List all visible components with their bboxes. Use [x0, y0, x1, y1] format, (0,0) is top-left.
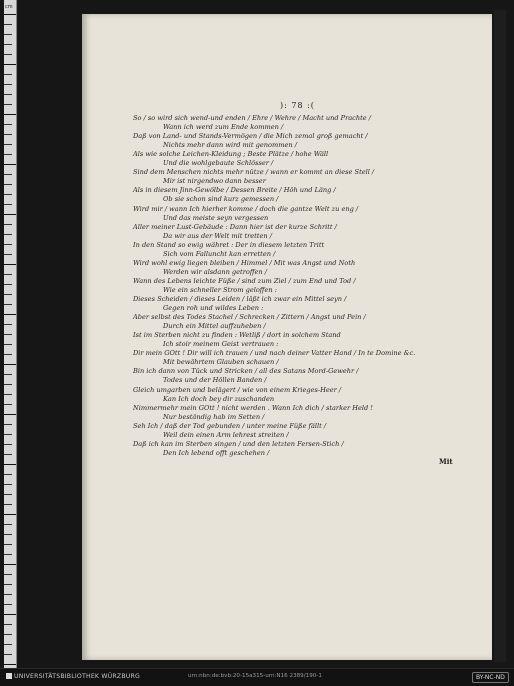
- text-line: Bin ich dann von Tück und Stricken / all des Satans Mord-Gewehr /: [133, 367, 359, 376]
- ruler-tick: [4, 134, 12, 135]
- ruler-tick: [4, 654, 12, 655]
- ruler-tick: [4, 14, 16, 15]
- text-line: Durch ein Mittel auffzuheben /: [163, 322, 266, 331]
- ruler-tick: [4, 34, 12, 35]
- ruler-tick: [4, 614, 16, 615]
- ruler-tick: [4, 194, 12, 195]
- ruler-tick: [4, 644, 12, 645]
- ruler-tick: [4, 424, 12, 425]
- ruler-tick: [4, 454, 12, 455]
- ruler-tick: [4, 244, 12, 245]
- text-line: Ich stoir meinem Geist vertrauen :: [163, 340, 279, 349]
- text-line: Aller meiner Lust-Gebäude : Dann hier ist der kurze Schritt /: [133, 222, 337, 231]
- ruler-tick: [4, 314, 16, 315]
- ruler-tick: [4, 414, 16, 415]
- institution-name: UNIVERSITÄTSBIBLIOTHEK WÜRZBURG: [14, 673, 141, 680]
- ruler-tick: [4, 234, 12, 235]
- text-line: Werden wir alsdann getroffen /: [163, 267, 267, 276]
- ruler-tick: [4, 114, 16, 115]
- ruler-tick: [4, 404, 12, 405]
- text-line: Und das meiste seyn vergessen: [163, 213, 269, 222]
- ruler-tick: [4, 344, 12, 345]
- book-edge: [494, 10, 506, 662]
- text-line: Nimmermehr mein GOtt ! nicht werden . Wann Ich dich / starker Held !: [133, 403, 373, 412]
- text-line: Aber selbst des Todes Stachel / Schrecken / Zittern / Angst und Pein /: [133, 313, 366, 322]
- ruler-tick: [4, 154, 12, 155]
- ruler-tick: [4, 74, 12, 75]
- ruler-tick: [4, 514, 16, 515]
- viewer-footer: [0, 668, 514, 686]
- text-line: Dir mein GOtt ! Dir will ich trauen / und nach deiner Vatter Hand / In te Domine &c.: [133, 349, 416, 358]
- ruler-tick: [4, 434, 12, 435]
- text-line: Wann des Lebens leichte Füße / sind zum Ziel / zum End und Tod /: [133, 276, 356, 285]
- ruler-tick: [4, 324, 12, 325]
- text-line: Als in diesem Jinn-Gewölbe / Dessen Breite / Höh und Läng /: [133, 186, 336, 195]
- ruler-tick: [4, 444, 12, 445]
- text-line: Wie ein schneller Strom geloffen :: [163, 285, 277, 294]
- ruler-tick: [4, 284, 12, 285]
- page-number: ): 78 :(: [280, 101, 315, 110]
- text-line: Da wir aus der Welt mit tretten /: [163, 231, 272, 240]
- text-line: Sind dem Menschen nichts mehr nütze / wann er kommt an diese Stell /: [133, 168, 375, 177]
- text-line: Wird wohl ewig liegen bleiben / Himmel / Mit was Angst und Noth: [133, 258, 356, 267]
- ruler-tick: [4, 214, 16, 215]
- color-scale-ruler: [4, 0, 17, 668]
- text-line: Ist im Sterben nicht zu finden : Wetliß / dort in solchem Stand: [133, 331, 341, 340]
- text-line: Kan Ich doch bey dir zuschanden: [163, 394, 275, 403]
- ruler-tick: [4, 124, 12, 125]
- ruler-tick: [4, 394, 12, 395]
- ruler-tick: [4, 224, 12, 225]
- ruler-tick: [4, 474, 12, 475]
- text-line: Ob sie schon sind kurz gemessen /: [163, 195, 279, 204]
- text-line: Den Ich lebend offt geschehen /: [163, 448, 270, 457]
- text-line: Wird mir / wann Ich hierher komme / doch die gantze Welt zu eng /: [133, 204, 359, 213]
- ruler-tick: [4, 604, 12, 605]
- ruler-tick: [4, 584, 12, 585]
- ruler-tick: [4, 374, 12, 375]
- text-line: So / so wird sich wend-und enden / Ehre / Wehre / Macht und Prachte /: [133, 114, 371, 122]
- ruler-tick: [4, 204, 12, 205]
- text-line: Mir ist nirgendwo dann besser: [163, 177, 266, 186]
- ruler-tick: [4, 554, 12, 555]
- text-line: Wann ich werd zum Ende kommen /: [163, 123, 284, 132]
- ruler-tick: [4, 104, 12, 105]
- ruler-tick: [4, 54, 12, 55]
- ruler-tick: [4, 364, 16, 365]
- ruler-tick: [4, 464, 16, 465]
- text-line: Und die wohlgebaute Schlösser /: [163, 159, 274, 168]
- text-line: Nur beständig hab im Setten /: [163, 412, 265, 421]
- ruler-tick: [4, 534, 12, 535]
- text-line: Als wie solche Leichen-Kleidung ; Beste Plätze / hohe Wäll: [133, 150, 329, 159]
- ruler-tick: [4, 64, 16, 65]
- ruler-tick: [4, 84, 12, 85]
- text-line: Mit bewährtem Glauben schauen /: [163, 358, 279, 367]
- ruler-tick: [4, 564, 16, 565]
- text-line: Gleich umgarben und belägert / wie von einem Krieges-Heer /: [133, 385, 342, 394]
- ruler-tick: [4, 294, 12, 295]
- ruler-tick: [4, 174, 12, 175]
- ruler-tick: [4, 384, 12, 385]
- ruler-tick: [4, 274, 12, 275]
- text-line: In den Stand so ewig währet : Der in diesem letzten Tritt: [133, 240, 325, 249]
- institution-label: [6, 673, 140, 680]
- ruler-tick: [4, 634, 12, 635]
- text-line: Gegen roh und wildes Leben :: [163, 304, 264, 313]
- ruler-tick: [4, 304, 12, 305]
- urn-identifier: urn:nbn:de:bvb:20-15a315-urn:N16 2389/190-1: [188, 673, 322, 679]
- ruler-tick: [4, 184, 12, 185]
- ruler-tick: [4, 624, 12, 625]
- ruler-tick: [4, 574, 12, 575]
- catchword: Mit: [439, 457, 453, 466]
- library-logo-icon: [6, 673, 12, 679]
- ruler-tick: [4, 334, 12, 335]
- ruler-tick: [4, 94, 12, 95]
- ruler-tick: [4, 494, 12, 495]
- text-line: Todes und der Höllen Banden /: [163, 376, 267, 385]
- ruler-tick: [4, 544, 12, 545]
- text-line: Nichts mehr dann wird mit genommen /: [163, 141, 297, 150]
- ruler-label: cm: [5, 4, 13, 10]
- ruler-tick: [4, 144, 12, 145]
- ruler-tick: [4, 164, 16, 165]
- ruler-tick: [4, 254, 12, 255]
- ruler-tick: [4, 484, 12, 485]
- ruler-tick: [4, 504, 12, 505]
- text-line: Daß ich kan im Sterben singen / und den letzten Fersen-Stich /: [133, 439, 344, 448]
- license-badge: BY-NC-ND: [472, 672, 509, 683]
- ruler-tick: [4, 524, 12, 525]
- ruler-tick: [4, 264, 16, 265]
- text-line: Dieses Scheiden / dieses Leiden / läßt ich zwar ein Mittel seyn /: [133, 295, 347, 303]
- ruler-tick: [4, 354, 12, 355]
- ruler-tick: [4, 594, 12, 595]
- text-line: Weil dein einen Arm lehrest streiten /: [163, 430, 289, 439]
- ruler-tick: [4, 44, 12, 45]
- text-line: Daß von Land- und Stands-Vermögen / die Mich zemal groß gemacht /: [133, 132, 368, 141]
- text-line: Seh Ich / daß der Tod gebunden / unter meine Füße fällt /: [133, 421, 327, 430]
- ruler-tick: [4, 664, 16, 665]
- ruler-tick: [4, 24, 12, 25]
- text-line: Sich vom Falluncht kan erretten /: [163, 249, 276, 258]
